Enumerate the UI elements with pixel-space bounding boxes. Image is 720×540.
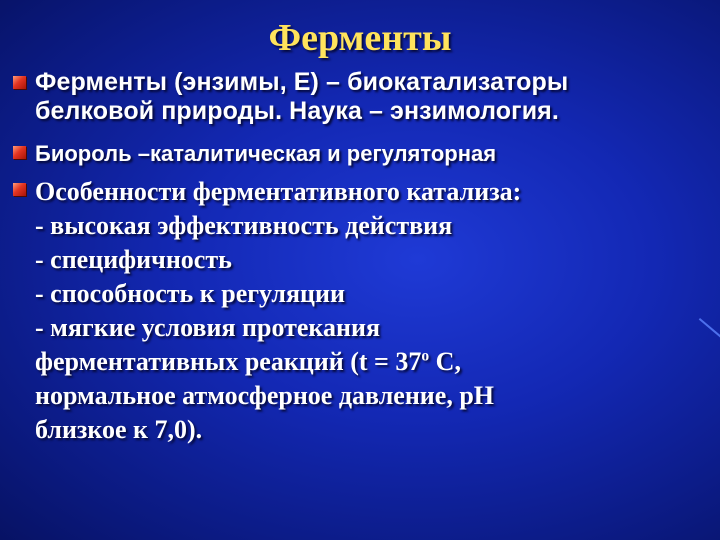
degree-superscript: о [421, 347, 430, 365]
bullet-line: Особенности ферментативного катализа: [35, 177, 522, 206]
bullet-line: белковой природы. Наука – энзимология. [35, 97, 559, 125]
bullet-line: Биороль –каталитическая и регуляторная [35, 141, 497, 166]
bullet-square-icon [13, 76, 26, 89]
slide-title: Ферменты [268, 17, 452, 59]
decorative-line [699, 318, 720, 339]
bullet-line: Ферменты (энзимы, Е) – биокатализаторы [35, 68, 569, 96]
bullet-line: - мягкие условия протекания [35, 313, 381, 342]
bullet-line: нормальное атмосферное давление, рН [35, 381, 494, 410]
bullet-catalysis-features [35, 175, 521, 447]
bullet-square-icon [13, 183, 26, 196]
bullet-line: - высокая эффективность действия [35, 211, 453, 240]
bullet-line: близкое к 7,0). [35, 415, 203, 444]
bullet-line-temperature [35, 345, 521, 379]
bullet-square-icon [13, 146, 26, 159]
bullet-line: - специфичность [35, 245, 232, 274]
bullet-definition [35, 68, 568, 126]
unit-text: С, [429, 347, 461, 376]
bullet-biorole [35, 141, 496, 167]
temperature-text: ферментативных реакций (t = 37 [35, 347, 422, 376]
bullet-line: - способность к регуляции [35, 279, 345, 308]
